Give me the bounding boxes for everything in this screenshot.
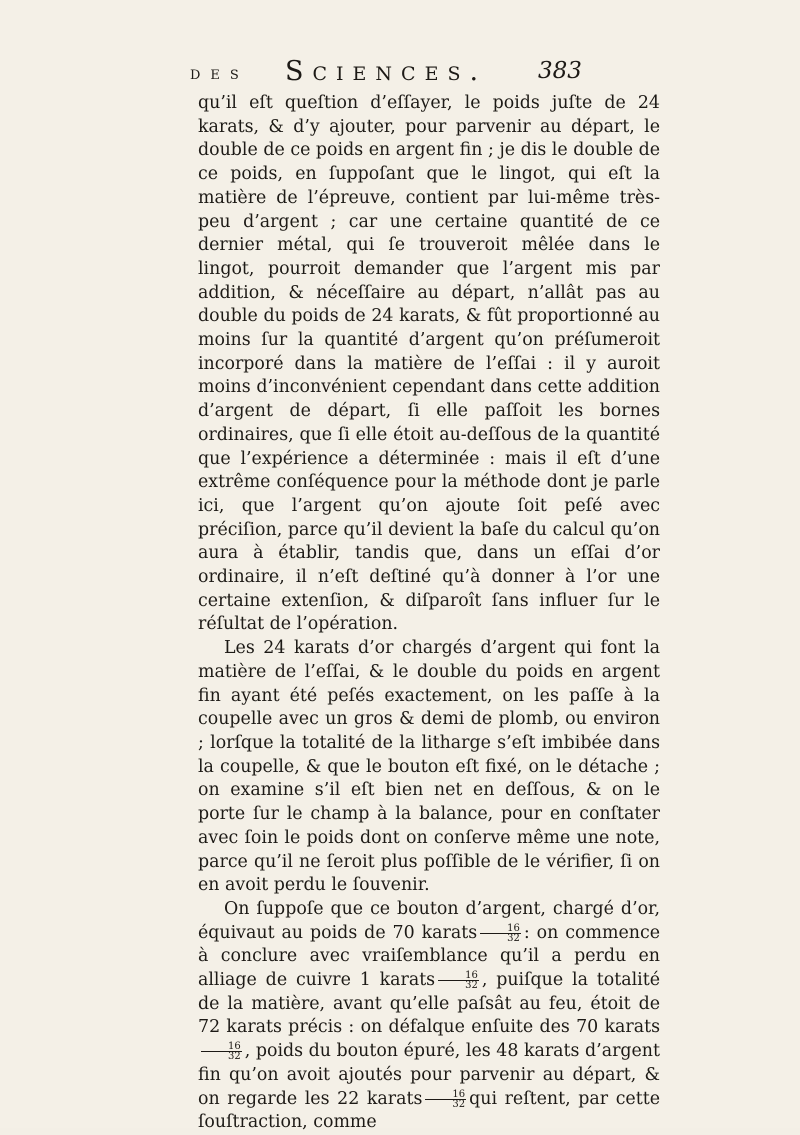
fraction-denominator: 32 (465, 980, 478, 992)
fraction-numerator: 16 (438, 971, 479, 981)
paragraph-3-part-b: : on commence à conclure avec vraiſemblance qu’il a perdu en alliage de cuivre 1 karats (198, 922, 660, 991)
fraction-2 (438, 971, 479, 990)
paragraph-3 (198, 898, 660, 1135)
header-sciences: Sciences. (285, 56, 488, 87)
fraction-denominator: 32 (507, 932, 520, 944)
fraction-3 (201, 1042, 242, 1061)
paragraph-1: qu’il eſt queſtion d’eſſayer, le poids juſte de 24 karats, & d’y ajouter, pour parvenir au départ, le double de ce poids en argent fin ; je dis le double de ce poids, en ſuppoſant que le lingot, qui eſt la matière de l’épreuve, contient par lui-même très-peu d’argent ; car une certaine quantité de ce dernier métal, qui ſe trouveroit mêlée dans le lingot, pourroit demander que l’argent mis par addition, & néceſſaire au départ, n’allât pas au double du poids de 24 karats, & fût proportionné au moins ſur la quantité d’argent qu’on préſumeroit incorporé dans la matière de l’eſſai : il y auroit moins d’inconvénient cependant dans cette addition d’argent de départ, ſi elle paſſoit les bornes ordinaires, que ſi elle étoit au-deſſous de la quantité que l’expérience a déterminée : mais il eſt d’une extrême conſéquence pour la méthode dont je parle ici, que l’argent qu’on ajoute ſoit peſé avec préciſion, parce qu’il devient la baſe du calcul qu’on aura à établir, tandis que, dans un eſſai d’or ordinaire, il n’eſt deſtiné qu’à donner à l’or une certaine extenſion, & diſparoît ſans influer ſur le réſultat de l’opération. (198, 93, 660, 635)
fraction-denominator: 32 (452, 1098, 466, 1110)
paragraph-3-part-e: qui reſtent, par cette ſouſtraction, comme (198, 1088, 660, 1133)
running-header (190, 52, 590, 92)
paragraph-3-part-a: On ſuppoſe que ce bouton d’argent, chargé d’or, équivaut au poids de 70 karats (198, 898, 660, 943)
fraction-1 (480, 924, 521, 943)
fraction-4 (425, 1090, 466, 1109)
fraction-numerator: 16 (480, 924, 521, 934)
header-des: des (190, 62, 249, 84)
paragraph-3-part-d: , poids du bouton épuré, les 48 karats d’argent fin qu’on avoit ajoutés pour parvenir au départ, & on regarde les 22 karats (198, 1041, 660, 1109)
paragraph-3-part-c: , puiſque la totalité de la matière, avant qu’elle paſsât au feu, étoit de 72 karats précis : on défalque enſuite des 70 karats (198, 970, 661, 1038)
fraction-numerator: 16 (425, 1090, 466, 1100)
fraction-numerator: 16 (201, 1042, 242, 1052)
fraction-denominator: 32 (228, 1051, 241, 1063)
page-number: 383 (538, 58, 582, 84)
body-text (198, 92, 660, 1135)
paragraph-2: Les 24 karats d’or chargés d’argent qui font la matière de l’eſſai, & le double du poids en argent fin ayant été peſés exactement, on les paſſe à la coupelle avec un gros & demi de plomb, ou environ ; lorſque la totalité de la litharge s’eſt imbibée dans la coupelle, & que le bouton eſt fixé, on le détache ; on examine s’il eſt bien net en deſſous, & on le porte ſur le champ à la balance, pour en conſtater avec ſoin le poids dont on conſerve même une note, parce qu’il ne ſeroit plus poſſible de le vérifier, ſi on en avoit perdu le ſouvenir. (198, 638, 660, 896)
